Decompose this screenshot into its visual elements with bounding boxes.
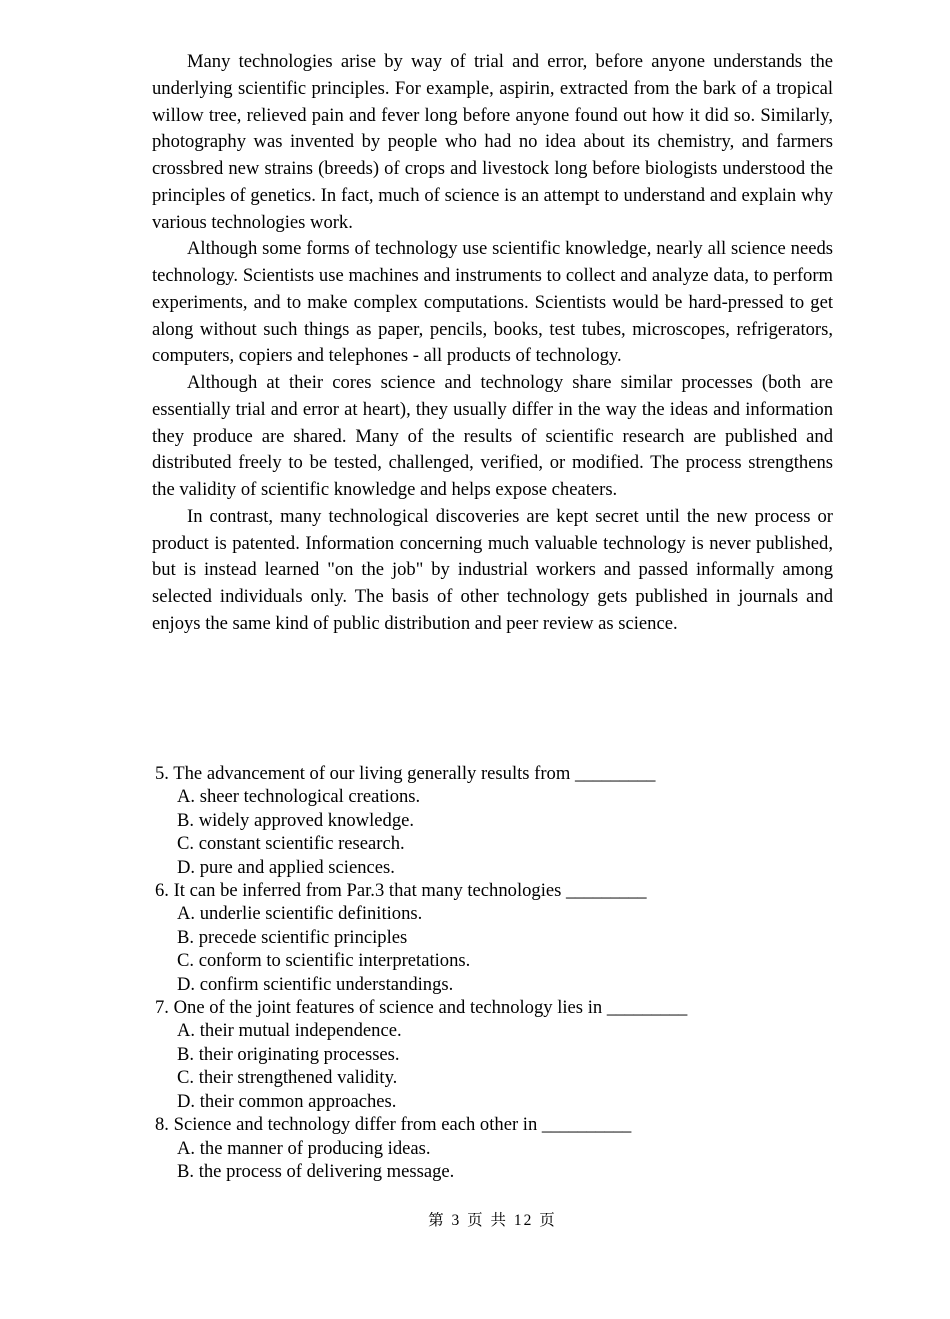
question-5-stem (152, 762, 833, 785)
question-5-option-c[interactable]: C. constant scientific research. (177, 833, 405, 855)
question-7-option-d[interactable]: D. their common approaches. (177, 1090, 397, 1112)
question-6-option-d[interactable]: D. confirm scientific understandings. (177, 973, 454, 995)
document-page (152, 0, 833, 1319)
question-6-number: 6. (155, 880, 169, 902)
question-7-number: 7. (155, 997, 169, 1019)
question-7-text: One of the joint features of science and technology lies in (173, 997, 603, 1019)
question-7-stem (152, 996, 833, 1019)
question-6 (152, 879, 833, 996)
question-7-blank[interactable]: _________ (606, 997, 687, 1019)
reading-passage (152, 49, 833, 638)
question-5-option-a[interactable]: A. sheer technological creations. (177, 786, 421, 808)
question-8-text: Science and technology differ from each other in (173, 1114, 538, 1136)
question-5 (152, 762, 833, 879)
passage-paragraph-1: Many technologies arise by way of trial and error, before anyone understands the underlying scientific principles. For example, aspirin, extracted from the bark of a tropical willow tree, relieved pain and fever long before anyone found out how it did so. Similarly, photography was invented by people who had no idea about its chemistry, and farmers crossbred new strains (breeds) of crops and livestock long before biologists understood the principles of genetics. In fact, much of science is an attempt to understand and explain why various technologies work. (152, 51, 833, 233)
question-7-option-c[interactable]: C. their strengthened validity. (177, 1067, 398, 1089)
question-5-option-d[interactable]: D. pure and applied sciences. (177, 856, 395, 878)
question-6-option-b[interactable]: B. precede scientific principles (177, 926, 408, 948)
question-8-blank[interactable]: __________ (541, 1114, 631, 1136)
passage-paragraph-4: In contrast, many technological discoveries are kept secret until the new process or product is patented. Information concerning much valuable technology is never published, but is instead learned "on the job" by industrial workers and passed informally among selected individuals only. The basis of other technology gets published in journals and enjoys the same kind of public distribution and peer review as science. (152, 505, 833, 634)
question-5-number: 5. (155, 763, 169, 784)
question-list (152, 762, 833, 1183)
question-5-text: The advancement of our living generally results from (173, 763, 571, 784)
question-7 (152, 996, 833, 1113)
question-7-option-b[interactable]: B. their originating processes. (177, 1043, 400, 1065)
question-8-option-a[interactable]: A. the manner of producing ideas. (177, 1137, 431, 1159)
question-8 (152, 1113, 833, 1183)
question-6-blank[interactable]: _________ (566, 880, 647, 902)
question-8-number: 8. (155, 1114, 169, 1136)
question-6-stem (152, 879, 833, 902)
question-5-blank[interactable]: _________ (574, 763, 656, 784)
question-6-option-a[interactable]: A. underlie scientific definitions. (177, 903, 423, 925)
passage-paragraph-2: Although some forms of technology use scientific knowledge, nearly all science needs technology. Scientists use machines and instruments to collect and analyze data, to perform experiments, and to make complex computations. Scientists would be hard-pressed to get along without such things as paper, pencils, books, test tubes, microscopes, refrigerators, computers, copiers and telephones - all products of technology. (152, 238, 833, 367)
question-7-option-a[interactable]: A. their mutual independence. (177, 1020, 402, 1042)
page-footer: 第 3 页 共 12 页 (428, 1212, 557, 1229)
question-6-text: It can be inferred from Par.3 that many technologies (173, 880, 562, 902)
question-8-option-b[interactable]: B. the process of delivering message. (177, 1160, 455, 1182)
question-8-stem (152, 1113, 833, 1136)
question-6-option-c[interactable]: C. conform to scientific interpretations. (177, 950, 471, 972)
question-5-option-b[interactable]: B. widely approved knowledge. (177, 809, 415, 831)
passage-paragraph-3: Although at their cores science and technology share similar processes (both are essentially trial and error at heart), they usually differ in the way the ideas and information they produce are shared. Many of the results of scientific research are published and distributed freely to be tested, challenged, verified, or modified. The process strengthens the validity of scientific knowledge and helps expose cheaters. (152, 372, 833, 500)
